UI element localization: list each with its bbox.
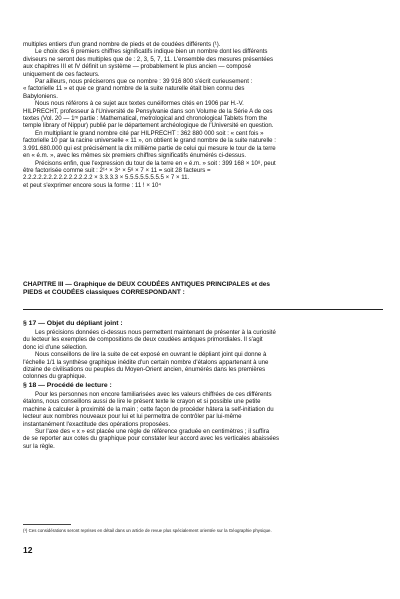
footnote-rule: [23, 524, 71, 525]
text-line: HILPRECHT, professeur à l'Université de Pensylvanie dans son Volume de la Série A de ces: [23, 107, 273, 115]
chapter-heading: [23, 281, 383, 298]
text-line: Nous nous référons à ce sujet aux textes cunéiformes cités en 1906 par H.-V.: [35, 100, 244, 108]
footnote: (¹) Ces considérations seront reprises en détail dans un article de revue plus spécialement orientée sur la Géographie physique.: [23, 528, 272, 533]
top-text-block: [23, 41, 382, 189]
text-line: l'échelle 1/1 la synthèse graphique inédite d'un certain nombre d'étalons appartenant à une: [23, 358, 269, 366]
text-line: « factorielle 11 » et que ce grand nombre de la suite naturelle était bien connu des: [23, 85, 245, 93]
text-line: 3.991.680.000 qui est précisément la dix millième partie de celui qui mesure le tour de la terre: [23, 144, 276, 152]
text-line: Sur l'axe des « x » est placée une règle de référence graduée en centimètres ; il suffira: [35, 428, 270, 436]
text-line: lecteur aux nombres nouveaux pour lui et lui permettra de contrôler par lui-même: [23, 413, 242, 421]
text-line: en « é.m. », avec les mêmes six premiers chiffres significatifs énumérés ci-dessus.: [23, 152, 247, 160]
text-line: instantanément l'exactitude des opérations proposées.: [23, 420, 171, 428]
text-line: temple library of Nippur) publié par le département archéologique de l'Université en question.: [23, 122, 274, 130]
text-line: Précisons enfin, que l'expression du tour de la terre en « é.m. » soit : 399 168 × 10⁸, peut: [35, 159, 276, 167]
section-17-heading: § 17 — Objet du dépliant joint :: [23, 320, 123, 327]
text-line: donc ici d'une sélection.: [23, 343, 88, 351]
text-line: Babyloniens.: [23, 92, 58, 100]
text-line: Pour les personnes non encore familiarisées avec les valeurs chiffrées de ces différents: [35, 391, 272, 398]
text-line: uniquement de ces facteurs.: [23, 70, 100, 78]
text-line: 2.2.2.2.2.2.2.2.2.2.2.2.2.2 × 3.3.3.3 × 5.5.5.5.5.5.5.5 × 7 × 11.: [23, 174, 190, 182]
text-line: colonnes du graphique.: [23, 373, 87, 381]
text-line: du lecteur les exemples de compositions de deux coudées antiques primordiales. Il s'agit: [23, 336, 263, 344]
text-line: diviseurs ne seront des multiples que de : 2, 3, 5, 7, 11. L'ensemble des mesures présentées: [23, 55, 274, 63]
text-line: En multipliant le grand nombre cité par HILPRECHT : 362 880 000 soit : « cent fois »: [35, 129, 264, 137]
section-18-text: [23, 391, 382, 450]
text-line: Les précisions données ci-dessus nous permettent maintenant de présenter à la curiosité: [35, 329, 276, 336]
text-line: de se reporter aux cotes du graphique pour constater leur accord avec les verticales abaissées: [23, 435, 280, 443]
text-line: multiples entiers d'un grand nombre de pieds et de coudées différents (¹).: [23, 41, 221, 48]
text-line: Nous conseillons de lire la suite de cet exposé en ouvrant le dépliant joint qui donne à: [35, 351, 267, 359]
divider-line: [23, 309, 383, 310]
chapter-heading-line: PIEDS et COUDÉES classiques CORRESPONDANT :: [23, 289, 185, 297]
text-line: étalons, nous conseillons aussi de lire le présent texte le crayon et si possible une petite: [23, 398, 261, 406]
text-line: machine à calculer à proximité de la main ; cette façon de procéder hâtera la self-initiation du: [23, 405, 274, 413]
text-line: dizaine de civilisations ou peuples du Moyen-Orient ancien, énumérés dans les premières: [23, 366, 266, 374]
text-line: factorielle 10 par la racine universelle « 11 », on obtient le grand nombre de la suite naturelle :: [23, 137, 276, 145]
text-line: textes (Vol. 20 — 1ʳᵉ partie : Mathematical, metrological and chronological Tablets from the: [23, 115, 268, 123]
text-line: être factorisée comme suit : 2¹⁴ × 3⁴ × 5⁸ × 7 × 11 = soit 28 facteurs =: [23, 166, 211, 174]
section-17-text: [23, 329, 382, 381]
text-line: aux chapitres III et IV définit un système — probablement le plus ancien — composé: [23, 63, 251, 71]
section-18-heading: § 18 — Procédé de lecture :: [23, 382, 112, 389]
chapter-heading-line: CHAPITRE III — Graphique de DEUX COUDÉES ANTIQUES PRINCIPALES et des: [23, 281, 271, 288]
page-number: 12: [23, 545, 33, 555]
text-line: sur la règle.: [23, 442, 55, 450]
text-line: Le choix des 6 premiers chiffres significatifs indique bien un nombre dont les différents: [35, 48, 268, 56]
text-line: Par ailleurs, nous préciserons que ce nombre : 39 916 800 s'écrit curieusement :: [35, 78, 253, 86]
text-line: et peut s'exprimer encore sous la forme : 11 ! × 10⁴: [23, 181, 161, 189]
